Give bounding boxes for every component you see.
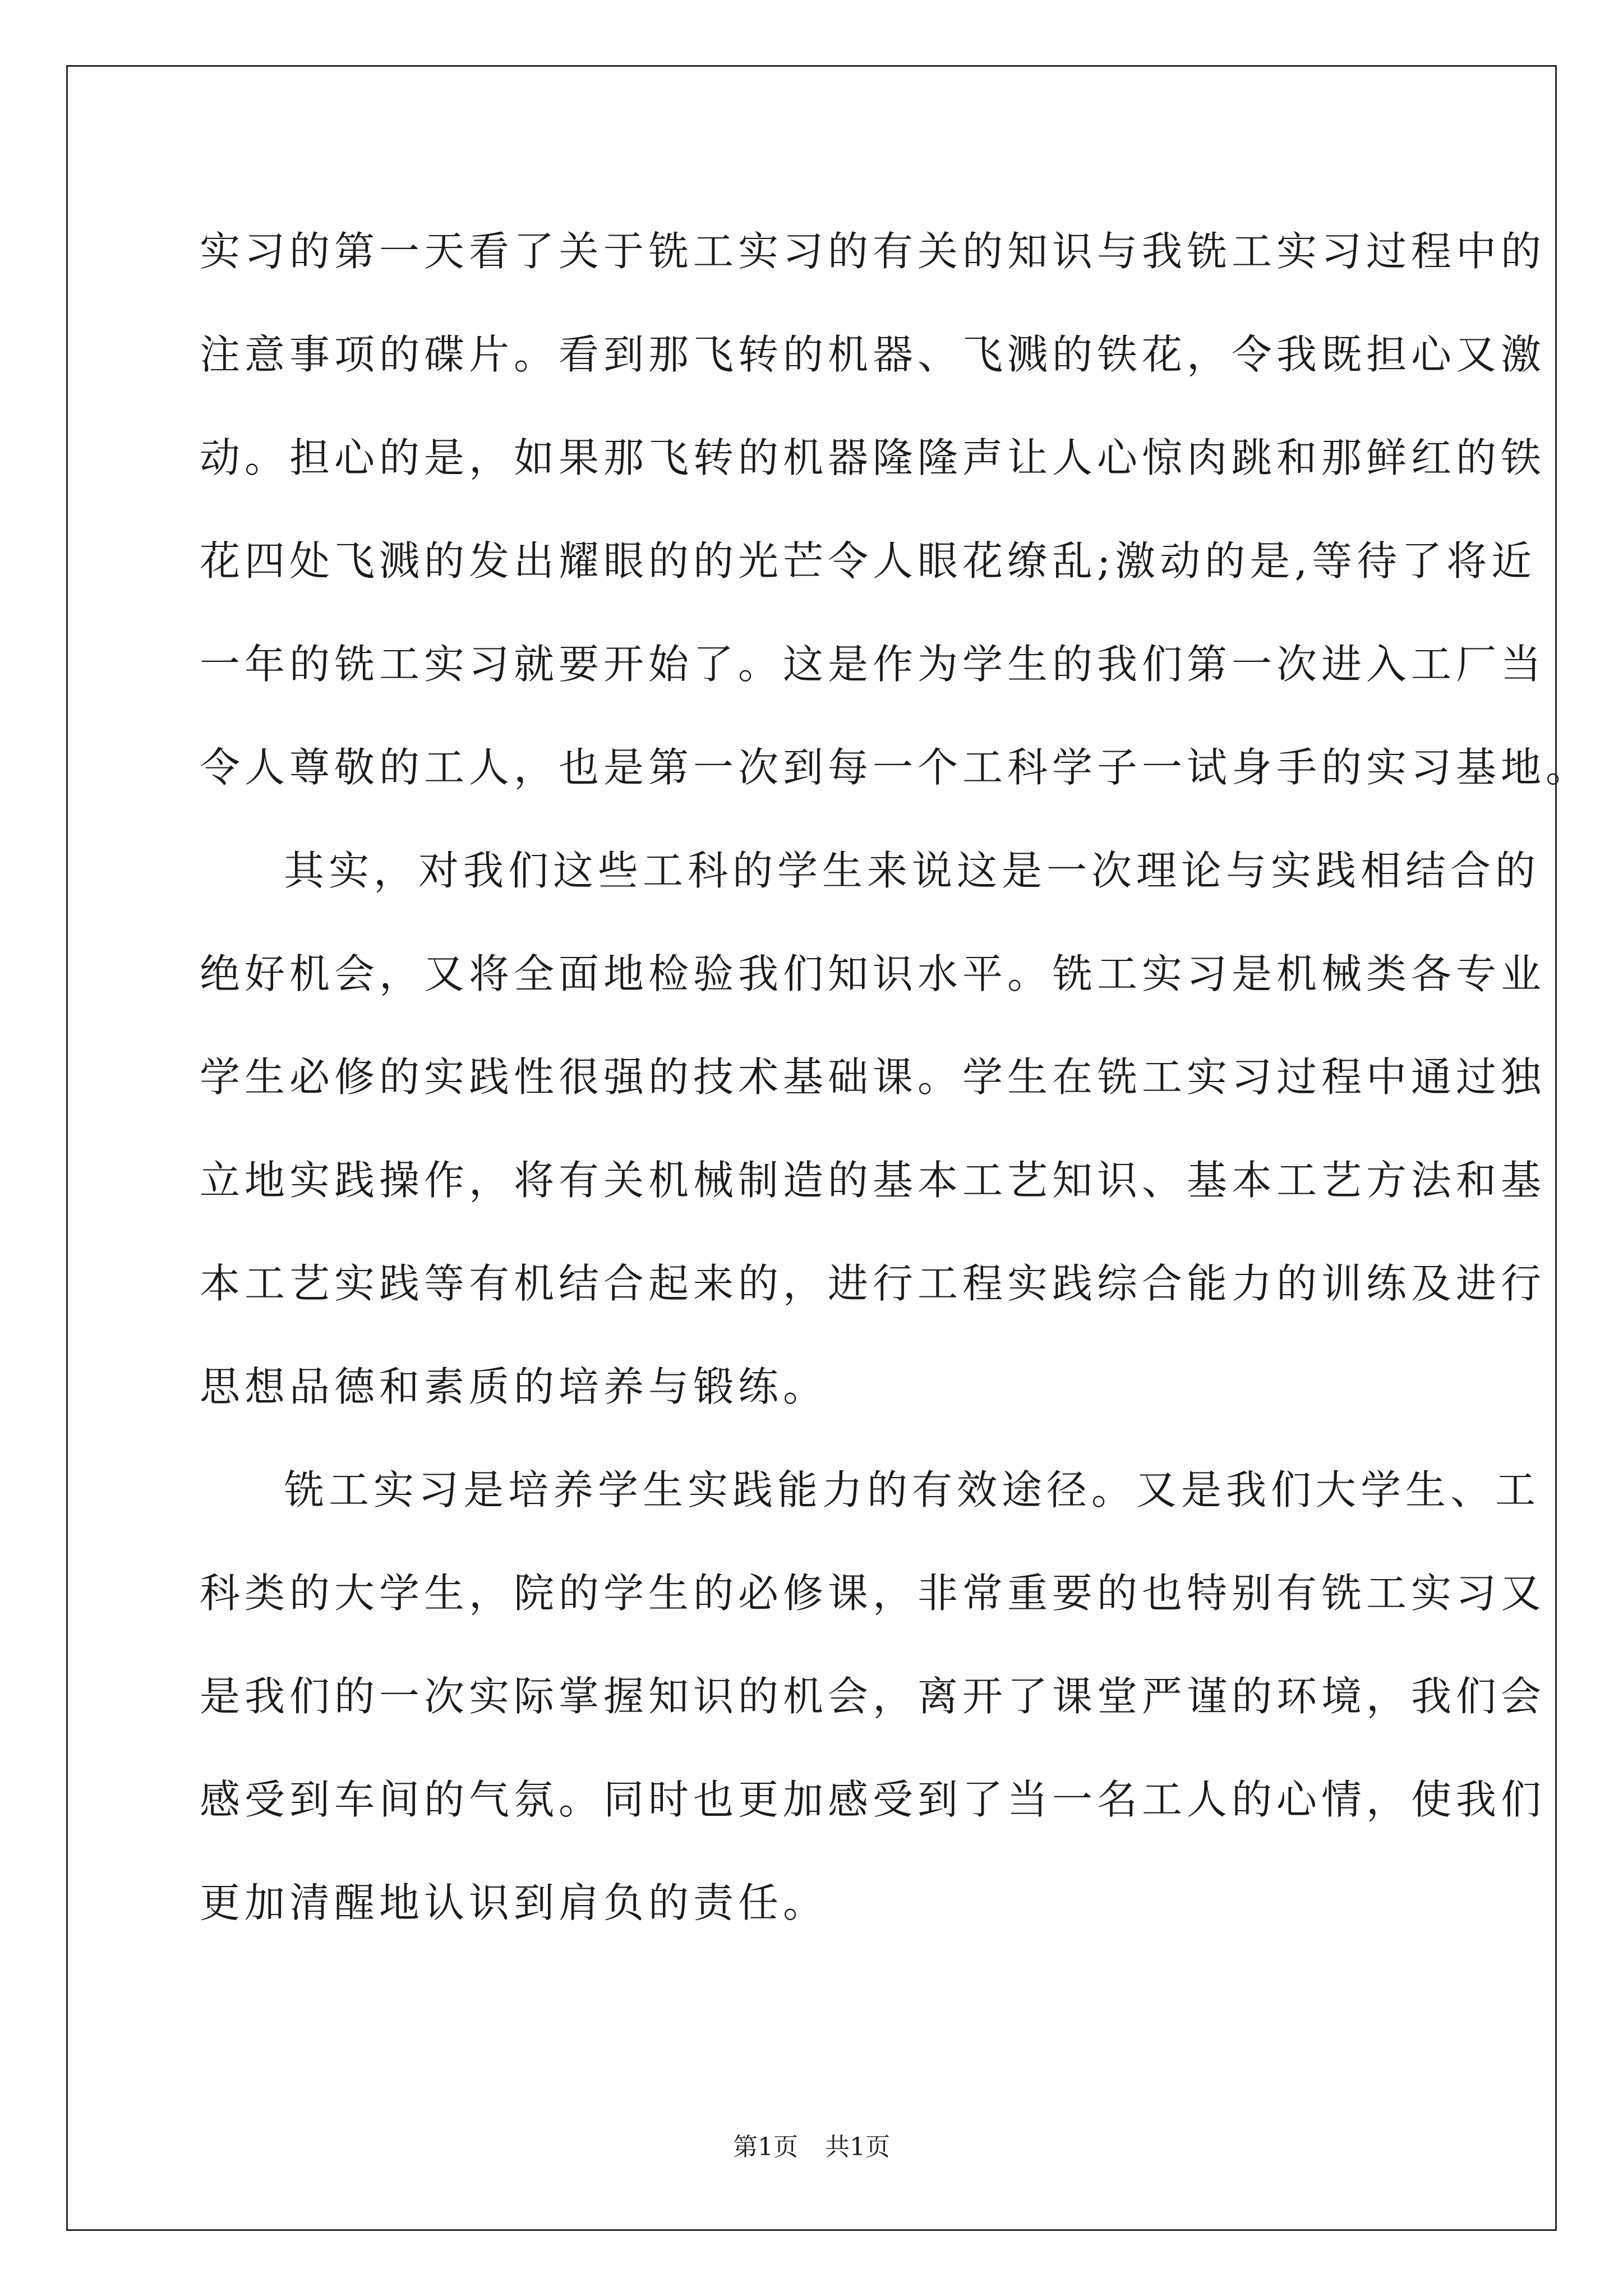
total-pages-label: 共1页 — [825, 2133, 890, 2161]
text-line: 是我们的一次实际掌握知识的机会，离开了课堂严谨的环境，我们会 — [200, 1673, 1546, 1720]
current-page-label: 第1页 — [733, 2133, 798, 2161]
document-body — [200, 200, 1591, 1954]
text-line: 花四处飞溅的发出耀眼的的光芒令人眼花缭乱;激动的是,等待了将近 — [200, 537, 1537, 585]
text-line: 感受到车间的气氛。同时也更加感受到了当一名工人的心情，使我们 — [200, 1776, 1546, 1823]
text-line: 令人尊敬的工人，也是第一次到每一个工科学子一试身手的实习基地。 — [200, 744, 1591, 791]
paragraph-start-line: 铣工实习是培养学生实践能力的有效途径。又是我们大学生、工 — [284, 1466, 1541, 1513]
text-line: 学生必修的实践性很强的技术基础课。学生在铣工实习过程中通过独 — [200, 1053, 1546, 1101]
text-line: 实习的第一天看了关于铣工实习的有关的知识与我铣工实习过程中的 — [200, 228, 1546, 275]
text-line: 立地实践操作，将有关机械制造的基本工艺知识、基本工艺方法和基 — [200, 1157, 1546, 1204]
text-line: 更加清醒地认识到肩负的责任。 — [200, 1879, 828, 1926]
paragraph-start-line: 其实，对我们这些工科的学生来说这是一次理论与实践相结合的 — [284, 847, 1541, 894]
text-line: 一年的铣工实习就要开始了。这是作为学生的我们第一次进入工厂当 — [200, 641, 1546, 688]
text-line: 动。担心的是，如果那飞转的机器隆隆声让人心惊肉跳和那鲜红的铁 — [200, 434, 1546, 481]
page-footer — [0, 2131, 1623, 2164]
text-line: 本工艺实践等有机结合起来的，进行工程实践综合能力的训练及进行 — [200, 1260, 1546, 1307]
text-line: 绝好机会，又将全面地检验我们知识水平。铣工实习是机械类各专业 — [200, 950, 1546, 997]
text-line: 科类的大学生，院的学生的必修课，非常重要的也特别有铣工实习又 — [200, 1570, 1546, 1617]
text-line: 思想品德和素质的培养与锻练。 — [200, 1363, 828, 1410]
text-line: 注意事项的碟片。看到那飞转的机器、飞溅的铁花，令我既担心又激 — [200, 331, 1546, 378]
